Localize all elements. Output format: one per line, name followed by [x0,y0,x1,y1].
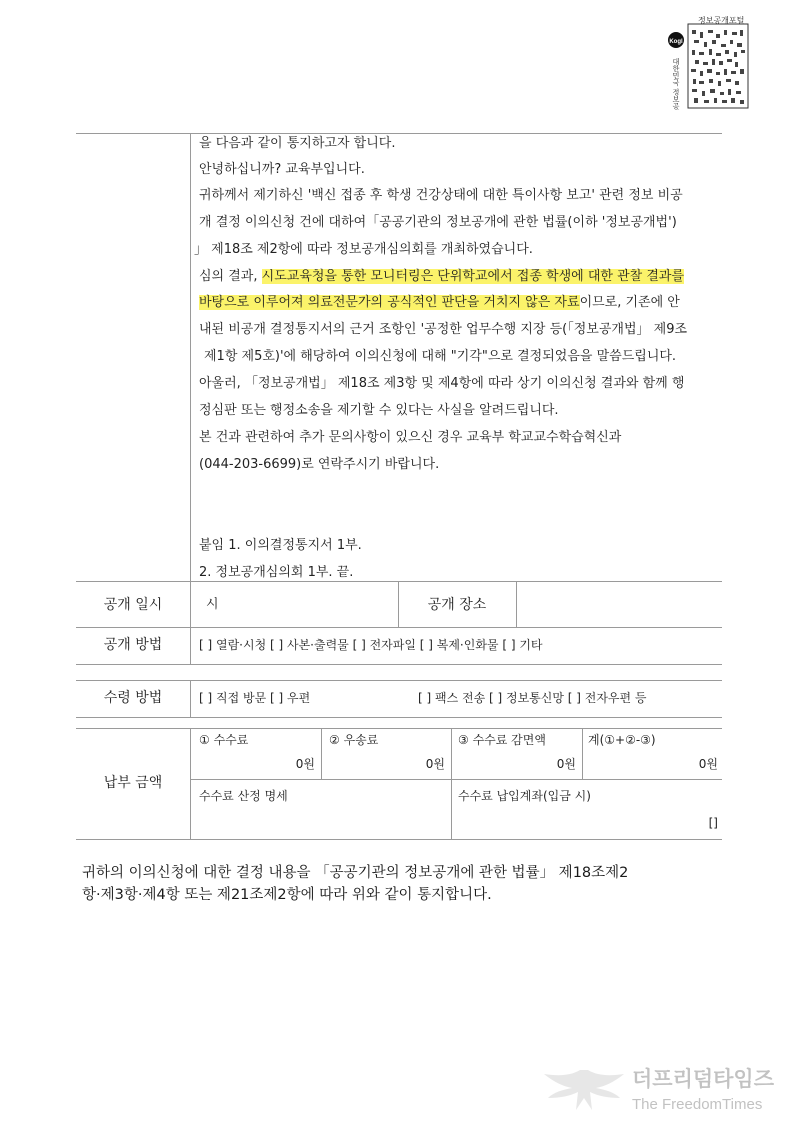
payment-amount-label: 납부 금액 [103,775,163,791]
disclosure-date-label: 공개 일시 [103,597,163,613]
attachment-line: 붙임 1. 이의결정통지서 1부. [199,538,362,553]
table-rule [582,728,583,779]
disclosure-place-label: 공개 장소 [427,597,487,613]
letter-line-with-highlight [199,269,684,285]
attachment-line: 2. 정보공개심의회 1부. 끝. [199,565,354,580]
account-label: 수수료 납입계좌(입금 시) [458,789,591,803]
watermark-korean: 더프리덤타임즈 [632,1067,775,1091]
table-rule [76,581,722,582]
letter-line: 」 제18조 제2항에 따라 정보공개심의회를 개최하였습니다. [194,242,533,257]
letter-line: 제1항 제5호)'에 해당하여 이의신청에 대해 "기각"으로 결정되었음을 말씀드립니다. [204,349,677,364]
kogl-logo-icon [668,32,684,48]
letter-line: 내된 비공개 결정통지서의 근거 조항인 '공정한 업무수행 지장 등(「정보공개법」 제9조 [199,322,688,337]
receipt-method-options: [ ] 팩스 전송 [ ] 정보통신망 [ ] 전자우편 등 [418,691,647,705]
total-value: 0원 [698,757,718,771]
table-rule [190,728,191,839]
table-rule [76,839,722,840]
eagle-logo-icon [544,1070,624,1110]
table-rule [76,717,722,718]
table-rule [76,664,722,665]
table-rule [76,728,722,729]
watermark-english: The FreedomTimes [632,1096,763,1113]
letter-line: 정심판 또는 행정소송을 제기할 수 있다는 사실을 알려드립니다. [199,403,559,418]
top-rule [76,133,722,134]
table-rule [321,728,322,779]
letter-text: 심의 결과, [199,269,262,284]
qr-code-icon [688,24,748,108]
fee-detail-label: 수수료 산정 명세 [199,789,288,803]
postage-label: ② 우송료 [329,733,379,747]
letter-line: 본 건과 관련하여 추가 문의사항이 있으신 경우 교육부 학교교수학습혁신과 [199,430,622,445]
table-rule [190,627,191,664]
highlighted-text: 시도교육청을 통한 모니터링은 단위학교에서 접종 학생에 대한 관찰 결과를 [261,269,684,284]
disclosure-method-label: 공개 방법 [103,637,163,653]
table-rule [190,680,191,717]
closing-line: 귀하의 이의신청에 대한 결정 내용을 「공공기관의 정보공개에 관한 법률」 제18조제2 [82,865,629,881]
letter-text: 이므로, 기존에 안 [579,295,680,310]
table-rule [76,627,722,628]
fee-reduction-value: 0원 [556,757,576,771]
svg-text:Kogl: Kogl [669,39,683,45]
letter-line: 아울러, 「정보공개법」 제18조 제3항 및 제4항에 따라 상기 이의신청 결과와 함께 행 [199,376,685,391]
disclosure-date-value: 시 [206,597,219,612]
left-margin-rule [190,133,191,581]
table-rule [516,581,517,627]
freedomtimes-watermark [540,1062,790,1122]
table-rule [190,779,722,780]
letter-line: 귀하께서 제기하신 '백신 접종 후 학생 건강상태에 대한 특이사항 보고' 관련 정보 비공 [199,188,683,203]
letter-line: 을 다음과 같이 통지하고자 합니다. [199,136,396,151]
fee-reduction-label: ③ 수수료 감면액 [458,733,546,747]
fee-value: 0원 [295,757,315,771]
letter-line: 안녕하십니까? 교육부입니다. [199,162,365,177]
postage-value: 0원 [425,757,445,771]
receipt-method-options: [ ] 직접 방문 [ ] 우편 [199,691,311,705]
stamp-vertical-text: 대한민국 정보공개 [672,58,680,110]
table-rule [190,581,191,627]
kogl-stamp [664,18,750,110]
account-value: [] [708,816,718,830]
letter-line: 개 결정 이의신청 건에 대하여「공공기관의 정보공개에 관한 법률(이하 '정보공개법') [199,215,677,230]
letter-line-with-highlight [199,295,680,311]
stamp-brand-text: 정보공개포털 [698,16,745,25]
letter-line: (044-203-6699)로 연락주시기 바랍니다. [199,457,440,472]
closing-line: 항·제3항·제4항 또는 제21조제2항에 따라 위와 같이 통지합니다. [82,887,492,903]
table-rule [76,680,722,681]
highlighted-text: 바탕으로 이루어져 의료전문가의 공식적인 판단을 거치지 않은 자료 [199,295,580,310]
receipt-method-label: 수령 방법 [103,690,163,706]
disclosure-method-options: [ ] 열람·시청 [ ] 사본·출력물 [ ] 전자파일 [ ] 복제·인화물 [ ] 기타 [199,638,543,652]
total-label: 계(①+②-③) [588,733,656,747]
fee-label: ① 수수료 [199,733,249,747]
table-rule [451,728,452,839]
